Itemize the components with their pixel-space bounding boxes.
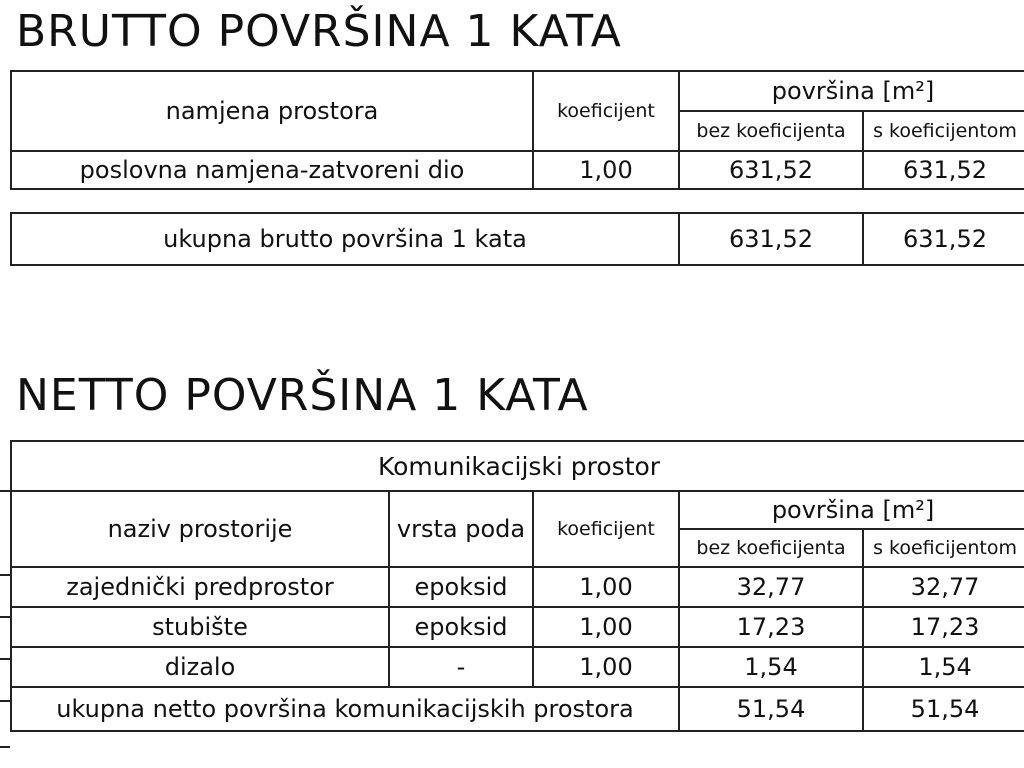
header-bez-koeficijenta: bez koeficijenta [679, 529, 863, 567]
table-row [11, 567, 1024, 607]
row-pod: - [389, 647, 533, 687]
header-koeficijent: koeficijent [533, 491, 679, 567]
netto-title: NETTO POVRŠINA 1 KATA [16, 370, 589, 421]
header-s-koeficijentom: s koeficijentom [863, 111, 1024, 151]
header-povrsina: površina [m²] [679, 491, 1024, 529]
row-bez: 1,54 [679, 647, 863, 687]
row-koeficijent: 1,00 [533, 607, 679, 647]
total-bez: 631,52 [679, 213, 863, 265]
row-bez: 32,77 [679, 567, 863, 607]
row-bez: 17,23 [679, 607, 863, 647]
total-s: 631,52 [863, 213, 1024, 265]
row-s: 17,23 [863, 607, 1024, 647]
row-s: 631,52 [863, 151, 1024, 189]
left-edge-ticks [0, 490, 10, 750]
table-row [11, 647, 1024, 687]
row-name: zajednički predprostor [11, 567, 389, 607]
row-s: 32,77 [863, 567, 1024, 607]
table-row [11, 607, 1024, 647]
row-bez: 631,52 [679, 151, 863, 189]
total-bez: 51,54 [679, 687, 863, 731]
header-namjena: namjena prostora [11, 71, 533, 151]
brutto-table [10, 70, 1024, 190]
header-vrsta-poda: vrsta poda [389, 491, 533, 567]
row-name: stubište [11, 607, 389, 647]
row-name: dizalo [11, 647, 389, 687]
header-s-koeficijentom: s koeficijentom [863, 529, 1024, 567]
brutto-title: BRUTTO POVRŠINA 1 KATA [16, 6, 622, 57]
table-row [11, 151, 1024, 189]
brutto-total-table [10, 212, 1024, 266]
total-label: ukupna netto površina komunikacijskih prostora [11, 687, 679, 731]
total-label: ukupna brutto površina 1 kata [11, 213, 679, 265]
row-pod: epoksid [389, 607, 533, 647]
row-koeficijent: 1,00 [533, 567, 679, 607]
header-bez-koeficijenta: bez koeficijenta [679, 111, 863, 151]
row-koeficijent: 1,00 [533, 151, 679, 189]
total-s: 51,54 [863, 687, 1024, 731]
header-povrsina: površina [m²] [679, 71, 1024, 111]
total-row [11, 213, 1024, 265]
netto-table [10, 440, 1024, 732]
row-pod: epoksid [389, 567, 533, 607]
row-koeficijent: 1,00 [533, 647, 679, 687]
header-koeficijent: koeficijent [533, 71, 679, 151]
total-row [11, 687, 1024, 731]
header-naziv: naziv prostorije [11, 491, 389, 567]
section-title: Komunikacijski prostor [11, 441, 1024, 491]
row-s: 1,54 [863, 647, 1024, 687]
row-name: poslovna namjena-zatvoreni dio [11, 151, 533, 189]
